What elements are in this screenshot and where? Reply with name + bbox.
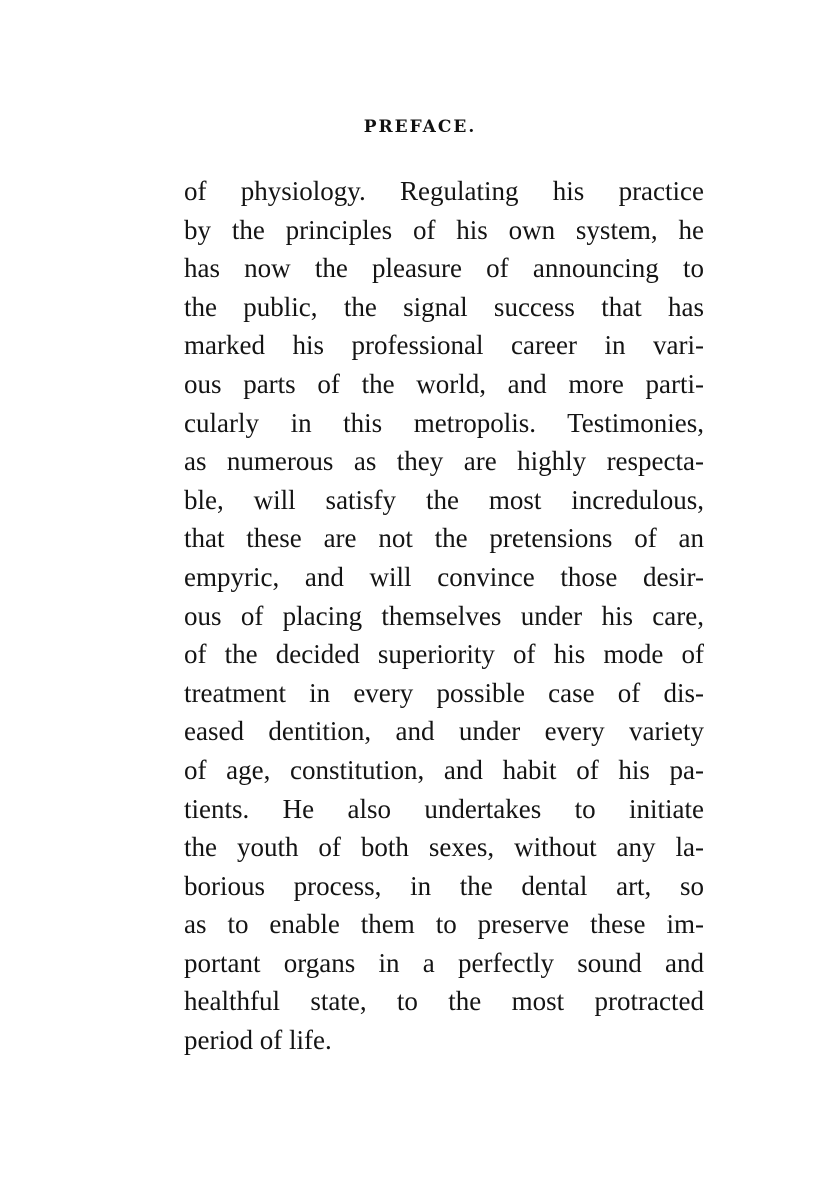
text-line: cularly in this metropolis. Testimonies, [184,407,704,438]
text-line: borious process, in the dental art, so [184,870,704,901]
text-line: as numerous as they are highly respecta- [184,446,704,477]
text-line: ous parts of the world, and more parti- [184,368,704,399]
text-line: has now the pleasure of announcing to [184,253,704,284]
running-head: PREFACE. [363,117,477,137]
text-line: that these are not the pretensions of an [184,523,704,554]
text-line: of physiology. Regulating his practice [184,176,704,206]
text-line: eased dentition, and under every variety [184,716,704,747]
text-line: ble, will satisfy the most incredulous, [184,484,704,515]
body-text [184,172,704,1060]
text-line: marked his professional career in vari- [184,330,704,361]
text-line: of age, constitution, and habit of his pa- [184,754,704,785]
text-line: empyric, and will convince those desir- [184,561,704,592]
text-line: period of life. [184,1025,332,1056]
text-line: the public, the signal success that has [184,291,704,322]
text-line: treatment in every possible case of dis- [184,677,704,708]
text-line: of the decided superiority of his mode of [184,639,704,670]
text-line: by the principles of his own system, he [184,214,704,245]
text-line: the youth of both sexes, without any la- [184,832,704,863]
text-line: tients. He also undertakes to initiate [184,793,704,824]
text-line: healthful state, to the most protracted [184,986,704,1017]
text-line: ous of placing themselves under his care, [184,600,704,631]
text-line: portant organs in a perfectly sound and [184,947,704,978]
text-line: as to enable them to preserve these im- [184,909,704,940]
